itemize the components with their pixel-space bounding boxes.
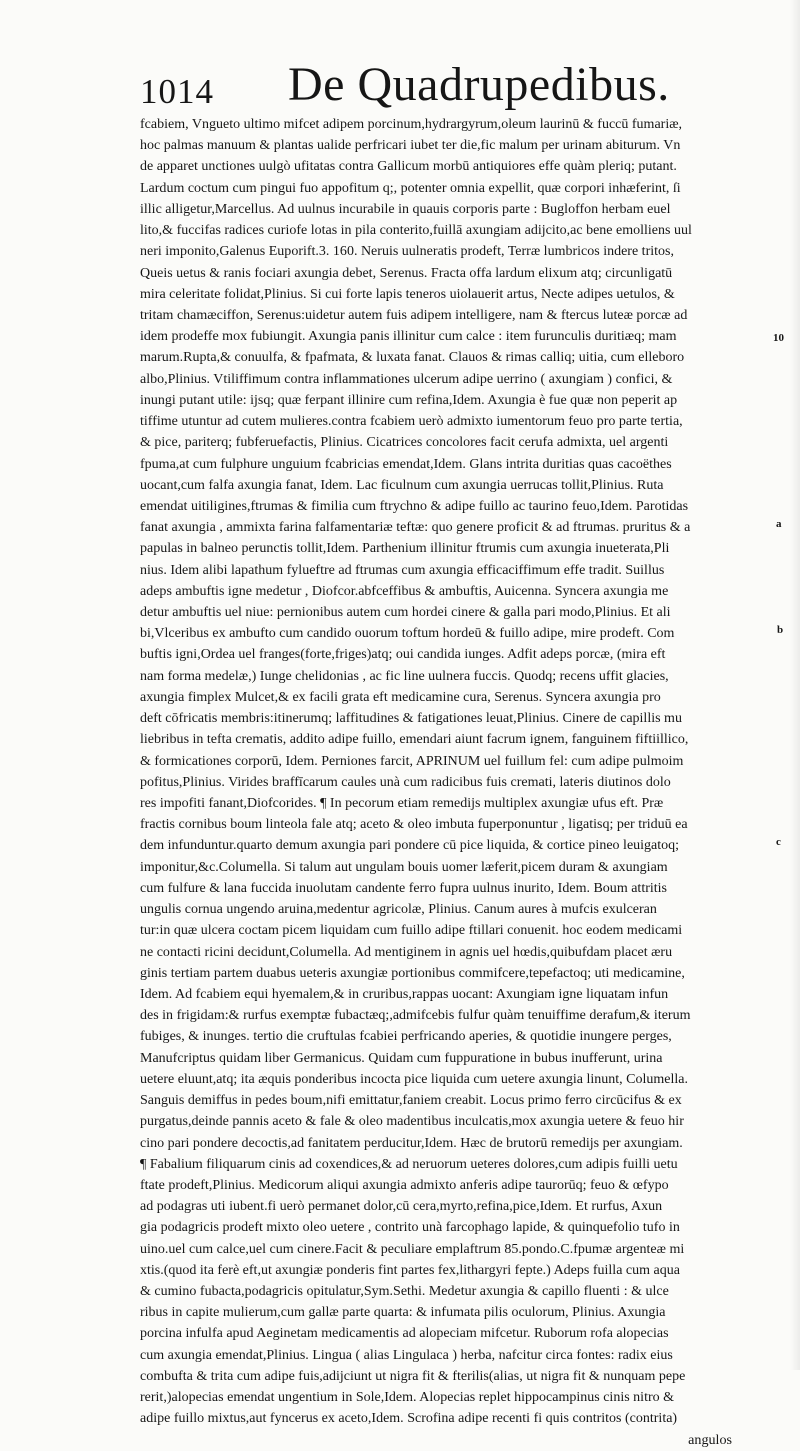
text-line: Sanguis demiffus in pedes boum,nifi emittatur,faniem creabit. Locus primo ferro circūcifus & ex [140,1092,682,1109]
text-line: neri imponito,Galenus Euporift.3. 160. Neruis uulneratis prodeft, Terræ lumbricos indere tritos, [140,243,674,260]
text-line: Lardum coctum cum pingui fuo appofitum q;, potenter omnia expellit, quæ corpori inhæferint, ſi [140,179,681,196]
text-line: tiffime utuntur ad cutem mulieres.contra fcabiem uerò admixto iumentorum feuo pro parte tertia, [140,413,683,430]
text-line: gia podagricis prodeft mixto oleo uetere , contrito unà farcophago lapide, & quinquefolio tufo in [140,1219,680,1236]
text-line: hoc palmas manuum & plantas ualide perfricari iubet ter die,fic malum per urinam abiturum. Vn [140,137,681,154]
text-line: de apparet unctiones uulgò ufitatas contra Gallicum morbū antiquiores effe quàm pleriq; putant. [140,158,677,175]
text-line: inungi putant utile: ijsq; quæ ferpant illinire cum refina,Idem. Axungia è fue quæ non peperit ap [140,391,678,408]
text-line: liebribus in tefta crematis, addito adipe fuillo, emendari aiunt facrum ignem, fanguinem fiftiillico, [140,731,689,748]
text-line: mira celeritate folidat,Plinius. Si cui forte lapis teneros uiolauerit artus, Necte adipes uetulos, & [140,285,675,302]
text-line: Manufcriptus quidam liber Germanicus. Quidam cum fuppuratione in bubus inufferunt, urina [140,1049,663,1066]
text-line: des in frigidam:& rurfus exemptæ fubactæq;,admifcebis fulfur quàm tenuiffime derafum,& iterum [140,1007,691,1024]
text-line: combufta & trita cum adipe fuis,adijciunt ut nigra fit & fterilis(alias, ut nigra fit & nunquam pepe [140,1367,686,1384]
text-line: angulos [688,1431,732,1448]
text-line: fpuma,at cum fulphure unguium fcabricias emendat,Idem. Glans intrita duritias quas cacoëthes [140,455,672,472]
page-header [140,58,740,114]
text-line: papulas in balneo perunctis tollit,Idem. Parthenium illinitur ftrumis cum axungia inueterata,Pli [140,540,670,557]
text-line: imponitur,&c.Columella. Si talum aut ungulam bouis uomer læferit,picem duram & axungiam [140,858,668,875]
text-line: purgatus,deinde pannis aceto & fale & oleo madentibus inculcatis,mox axungia uetere & feuo hir [140,1113,684,1130]
text-line: ¶ Fabalium filiquarum cinis ad coxendices,& ad neruorum ueteres dolores,cum adipis fuilli uetu [140,1155,678,1172]
text-line: cum fulfure & lana fuccida inuolutam candente ferro fupra uulnus inurito, Idem. Boum attritis [140,879,667,896]
text-line: tur:in quæ ulcera coctam picem liquidam cum fuillo adipe ftillari conuenit. hoc eodem medicami [140,922,683,939]
text-line: ne contacti ricini decidunt,Columella. Ad mentiginem in agnis uel hœdis,quibufdam placet æru [140,943,673,960]
text-line: cino pari pondere decoctis,ad fanitatem perducitur,Idem. Hæc de brutorū remedijs per axungiam. [140,1134,683,1151]
text-line: idem prodeffe mox fubiungit. Axungia panis illinitur cum calce : item furunculis duritiæq; mam [140,328,677,345]
text-line: detur ambuftis uel niue: pernionibus autem cum hordei cinere & galla pari modo,Plinius. Et ali [140,604,671,621]
text-line: porcina infulfa apud Aeginetam medicamentis ad alopeciam mifcetur. Ruborum rofa alopecias [140,1325,669,1342]
text-line: axungia fimplex Mulcet,& ex facili grata eft medicamine cura, Serenus. Syncera axungia pro [140,688,661,705]
text-line: ungulis cornua ungendo aruina,medentur agricolæ, Plinius. Canum aures à mufcis exulceran [140,901,657,918]
text-line: & cumino fubacta,podagricis opitulatur,Sym.Sethi. Medetur axungia & capillo fluenti : & ulce [140,1283,669,1300]
text-line: buftis igni,Ordea uel franges(forte,friges)atq; oui candida iunges. Adfit adeps porcæ, (mira eft [140,646,666,663]
text-line: fubiges, & inunges. tertio die cruftulas fcabiei perfricando aperies, & quotidie inungere perges, [140,1028,672,1045]
text-line: cum axungia emendat,Plinius. Lingua ( alias Lingulaca ) herba, nafcitur circa fontes: radix eius [140,1346,673,1363]
text-line: nius. Idem alibi lapathum fylueftre ad ftrumas cum axungia efficaciffimum effe tradit. Suillus [140,561,665,578]
text-line: Queis uetus & ranis fociari axungia debet, Serenus. Fracta offa lardum elixum atq; circunligatū [140,264,673,281]
body-text [140,114,780,1451]
text-line: adipe fuillo mixtus,aut fyncerus ex aceto,Idem. Scrofina adipe recenti fi quis contritos (contrita) [140,1410,678,1427]
text-line: xtis.(quod ita ferè eft,ut axungiæ ponderis fint partes fex,lithargyri fepte.) Adeps fuilla cum aqua [140,1261,680,1278]
text-line: nam forma medelæ,) Iunge chelidonias , ac fic line uulnera fuccis. Quodq; recens uffit glacies, [140,667,669,684]
text-line: marum.Rupta,& conuulfa, & fpafmata, & luxata fanat. Clauos & rimas calliq; uitia, cum elleboro [140,349,685,366]
text-line: & pice, pariterq; fubferuefactis, Plinius. Cicatrices concolores facit cerufa admixta, uel argenti [140,434,669,451]
text-line: albo,Plinius. Vtiliffimum contra inflammationes ulcerum adipe uerrino ( axungiam ) confici, & [140,370,673,387]
text-line: dem infunduntur.quarto demum axungia pari pondere cū pice liquida, & cortice pineo leuigatoq; [140,837,680,854]
text-line: lito,& fuccifas radices curiofe lotas in pila conterito,fuillā axungiam adijcito,ac bene emolliens uul [140,222,692,239]
text-line: deft cōfricatis membris:itinerumq; laffitudines & fatigationes leuat,Plinius. Cinere de capillis mu [140,710,682,727]
page-fold-shadow [790,0,800,1370]
text-line: ribus in capite mulierum,cum gallæ parte quarta: & infumata pilis oculorum, Plinius. Axungia [140,1304,666,1321]
text-line: ginis tertiam partem duabus ueteris axungiæ portionibus commifcere,tepefactoq; uti medicamine, [140,964,685,981]
text-line: emendat uitiligines,ftrumas & fimilia cum ftrychno & adipe fuillo ac taurino feuo,Idem. Parotidas [140,497,689,514]
margin-mark: a [776,518,782,530]
text-line: ftate prodeft,Plinius. Medicorum aliqui axungia admixto anferis adipe taurorūq; feuo & œfypo [140,1176,669,1193]
running-title: De Quadrupedibus. [288,58,670,111]
text-line: uocant,cum falfa axungia fanat, Idem. Lac ficulnum cum axungia uerrucas tollit,Plinius. Ruta [140,476,664,493]
text-line: uino.uel cum calce,uel cum cinere.Facit & peculiare emplaftrum 85.pondo.C.fpumæ argenteæ mi [140,1240,685,1257]
text-line: rerit,)alopecias emendat ungentium in Sole,Idem. Alopecias replet hippocampinus cinis nitro & [140,1389,675,1406]
text-line: Idem. Ad fcabiem equi hyemalem,& in cruribus,rappas uocant: Axungiam igne liquatam infun [140,985,669,1002]
text-line: uetere eluunt,atq; ita æquis ponderibus incocta pice liquida cum uetere axungia linunt, Columella. [140,1070,689,1087]
text-line: fanat axungia , ammixta farina falfamentariæ teftæ: quo genere proficit & ad ftrumas. pruritus & a [140,519,691,536]
page-number: 1014 [140,72,214,111]
text-line: fcabiem, Vngueto ultimo mifcet adipem porcinum,hydrargyrum,oleum laurinū & fuccū fumariæ, [140,116,683,132]
text-line: fractis cornibus boum linteola fale atq; aceto & oleo imbuta fuperponuntur , ligatisq; per triduū ea [140,816,688,833]
text-line: & formicationes corporū, Idem. Perniones farcit, APRINUM uel fuillum fel: cum adipe pulmoim [140,752,684,769]
text-line: tritam chamæciffon, Serenus:uidetur autem fuis adipem intelligere, nam & ftercus luteæ porcæ ad [140,306,688,323]
text-line: res impofiti fanant,Diofcorides. ¶ In pecorum etiam remedijs multiplex axungiæ ufus eft. Præ [140,795,664,811]
text-line: bi,Vlceribus ex ambufto cum candido ouorum toftum hordeū & fuillo adipe, mire prodeft. Com [140,625,675,642]
text-line: ad podagras uti iubent.fi uerò permanet dolor,cū cera,myrto,refina,pice,Idem. Et rurfus, Axun [140,1198,663,1215]
text-line: pofitus,Plinius. Virides braffīcarum caules unà cum radicibus fuis cremati, lateris diutinos dolo [140,773,671,790]
text-line: adeps ambuftis igne medetur , Diofcor.abfceffibus & ambuftis, Auicenna. Syncera axungia me [140,582,669,599]
margin-mark: b [777,624,784,636]
margin-mark: 10 [773,332,784,344]
text-line: illic alligetur,Marcellus. Ad uulnus incurabile in quauis corporis parte : Bugloffon herbam euel [140,200,671,217]
margin-mark: c [776,836,781,848]
